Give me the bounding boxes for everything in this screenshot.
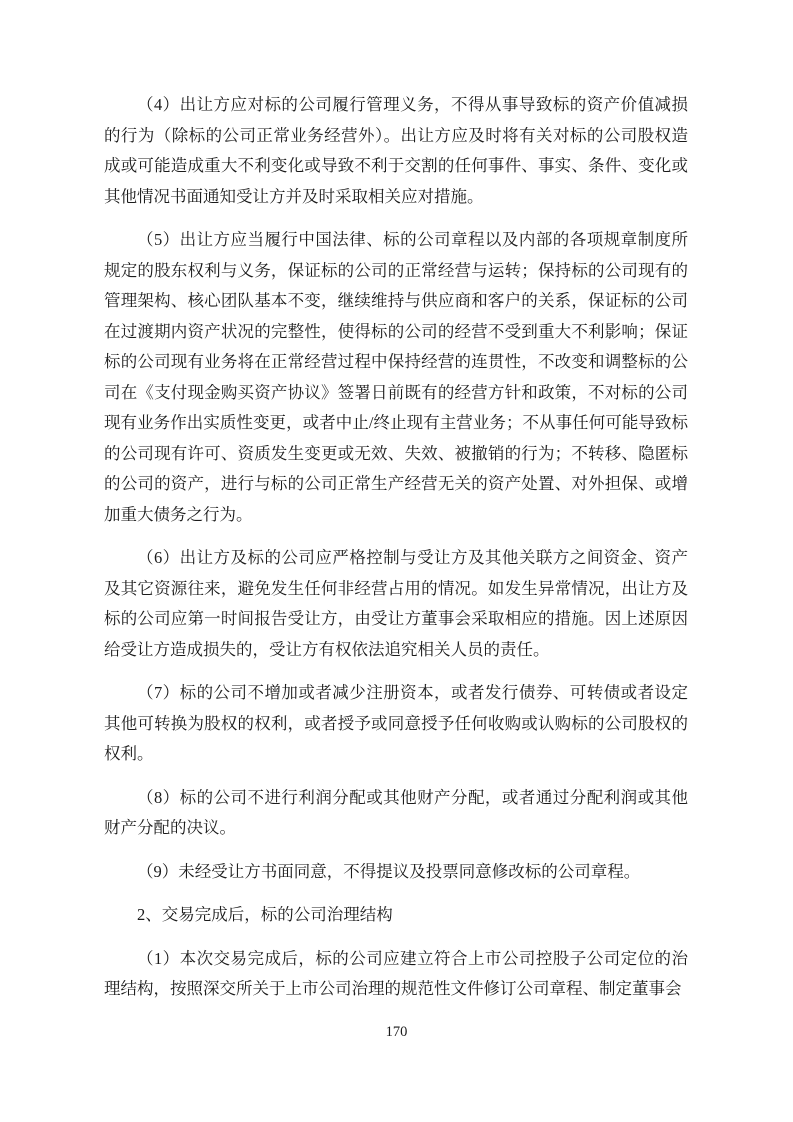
page-number: 170	[385, 1024, 408, 1040]
paragraph-clause-6: （6）出让方及标的公司应严格控制与受让方及其他关联方之间资金、资产及其它资源往来，避免发生任何非经营占用的情况。如发生异常情况，出让方及标的公司应第一时间报告受让方，由受让方董事会采取相应的措施。因上述原因给受让方造成损失的，受让方有权依法追究相关人员的责任。	[104, 548, 688, 659]
paragraph-clause-4: （4）出让方应对标的公司履行管理义务，不得从事导致标的资产价值减损的行为（除标的公司正常业务经营外）。出让方应及时将有关对标的公司股权造成或可能造成重大不利变化或导致不利于交割的任何事件、事实、条件、变化或其他情况书面通知受让方并及时采取相关应对措施。	[104, 95, 688, 206]
paragraph-clause-5: （5）出让方应当履行中国法律、标的公司章程以及内部的各项规章制度所规定的股东权利与义务，保证标的公司的正常经营与运转；保持标的公司现有的管理架构、核心团队基本不变，继续维持与供应商和客户的关系，保证标的公司在过渡期内资产状况的完整性，使得标的公司的经营不受到重大不利影响；保证标的公司现有业务将在正常经营过程中保持经营的连贯性，不改变和调整标的公司在《支付现金购买资产协议》签署日前既有的经营方针和政策，不对标的公司现有业务作出实质性变更，或者中止/终止现有主营业务；不从事任何可能导致标的公司现有许可、资质发生变更或无效、失效、被撤销的行为；不转移、隐匿标的公司的资产，进行与标的公司正常生产经营无关的资产处置、对外担保、或增加重大债务之行为。	[104, 230, 688, 524]
paragraph-clause-9: （9）未经受让方书面同意，不得提议及投票同意修改标的公司章程。	[137, 861, 641, 881]
paragraph-clause-1: （1）本次交易完成后，标的公司应建立符合上市公司控股子公司定位的治理结构，按照深交所关于上市公司治理的规范性文件修订公司章程、制定董事会	[104, 948, 688, 998]
section-heading-2: 2、交易完成后，标的公司治理结构	[137, 905, 393, 924]
paragraph-clause-7: （7）标的公司不增加或者减少注册资本，或者发行债券、可转债或者设定其他可转换为股权的权利，或者授予或同意授予任何收购或认购标的公司股权的权利。	[104, 683, 688, 763]
paragraph-clause-8: （8）标的公司不进行利润分配或其他财产分配，或者通过分配利润或其他财产分配的决议。	[104, 787, 688, 837]
